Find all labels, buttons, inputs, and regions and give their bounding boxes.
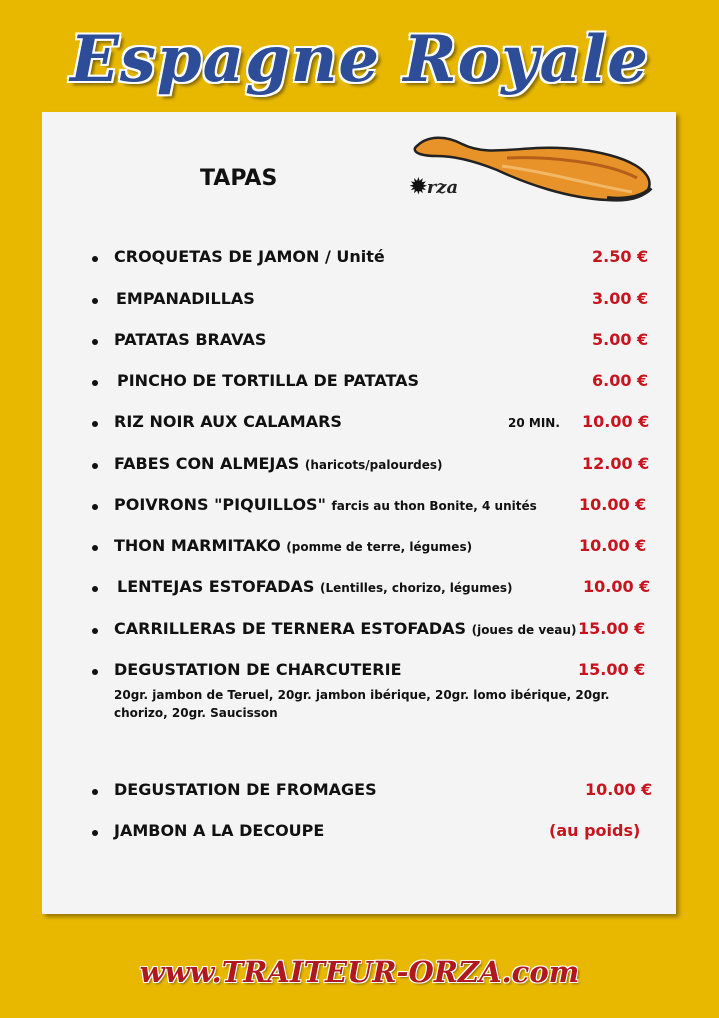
orza-logo xyxy=(410,174,458,198)
item-name: PATATAS BRAVAS xyxy=(114,330,267,349)
bullet-icon xyxy=(92,298,98,304)
item-price: 10.00 € xyxy=(579,536,647,555)
item-name: PINCHO DE TORTILLA DE PATATAS xyxy=(117,371,420,390)
item-price: 5.00 € xyxy=(592,330,649,349)
item-price: 10.00 € xyxy=(583,577,651,596)
item-name: DEGUSTATION DE FROMAGES xyxy=(114,780,377,799)
item-name xyxy=(114,536,472,555)
menu-item xyxy=(42,412,676,434)
item-name xyxy=(114,619,576,638)
bullet-icon xyxy=(92,504,98,510)
item-name: RIZ NOIR AUX CALAMARS xyxy=(114,412,342,431)
section-title: TAPAS xyxy=(200,166,278,191)
website-link[interactable]: www.TRAITEUR-ORZA.com xyxy=(139,955,580,989)
item-name: CROQUETAS DE JAMON / Unité xyxy=(114,247,385,266)
orza-star-icon: ✹ xyxy=(410,174,427,198)
bullet-icon xyxy=(92,380,98,386)
menu-item xyxy=(42,536,676,558)
menu-item xyxy=(42,371,676,393)
item-price: 2.50 € xyxy=(592,247,649,266)
item-description: 20gr. jambon de Teruel, 20gr. jambon ibérique, 20gr. lomo ibérique, 20gr. chorizo, 20gr. Saucisson xyxy=(114,688,610,720)
bullet-icon xyxy=(92,421,98,427)
item-name-text: LENTEJAS ESTOFADAS xyxy=(117,577,315,596)
bullet-icon xyxy=(92,463,98,469)
bullet-icon xyxy=(92,628,98,634)
bullet-icon xyxy=(92,830,98,836)
item-price: 6.00 € xyxy=(592,371,649,390)
item-note: (Lentilles, chorizo, légumes) xyxy=(320,581,513,595)
item-name-text: CARRILLERAS DE TERNERA ESTOFADAS xyxy=(114,619,467,638)
item-note: (pomme de terre, légumes) xyxy=(286,540,473,554)
menu-item xyxy=(42,495,676,517)
item-name xyxy=(114,454,443,473)
bullet-icon xyxy=(92,669,98,675)
menu-item xyxy=(42,454,676,476)
item-name xyxy=(117,577,512,596)
menu-card xyxy=(42,112,676,914)
item-price: (au poids) xyxy=(549,821,641,840)
menu-item xyxy=(42,577,676,599)
menu-item xyxy=(42,619,676,641)
item-name: EMPANADILLAS xyxy=(116,289,255,308)
item-name-text: FABES CON ALMEJAS xyxy=(114,454,300,473)
menu-item xyxy=(42,821,676,843)
item-name: DEGUSTATION DE CHARCUTERIE xyxy=(114,660,402,679)
item-note: (haricots/palourdes) xyxy=(304,458,443,472)
menu-item xyxy=(42,660,676,730)
bullet-icon xyxy=(92,256,98,262)
item-name: JAMBON A LA DECOUPE xyxy=(114,821,325,840)
menu-item xyxy=(42,330,676,352)
menu-item xyxy=(42,247,676,269)
item-note: (joues de veau) xyxy=(471,623,577,637)
item-price: 3.00 € xyxy=(592,289,649,308)
item-price: 15.00 € xyxy=(578,660,646,679)
item-price: 10.00 € xyxy=(582,412,650,431)
orza-logo-text: rza xyxy=(426,177,459,198)
item-name xyxy=(114,495,537,514)
restaurant-title: Espagne Royale xyxy=(70,22,649,97)
menu-item xyxy=(42,780,676,802)
item-price: 10.00 € xyxy=(585,780,653,799)
item-note: farcis au thon Bonite, 4 unités xyxy=(331,499,537,513)
item-name-text: THON MARMITAKO xyxy=(114,536,281,555)
item-price: 12.00 € xyxy=(582,454,650,473)
bullet-icon xyxy=(92,545,98,551)
bullet-icon xyxy=(92,586,98,592)
item-prep-time: 20 MIN. xyxy=(508,416,560,430)
bullet-icon xyxy=(92,339,98,345)
bullet-icon xyxy=(92,789,98,795)
menu-item xyxy=(42,289,676,311)
item-price: 10.00 € xyxy=(579,495,647,514)
item-name-text: POIVRONS "PIQUILLOS" xyxy=(114,495,326,514)
item-price: 15.00 € xyxy=(578,619,646,638)
